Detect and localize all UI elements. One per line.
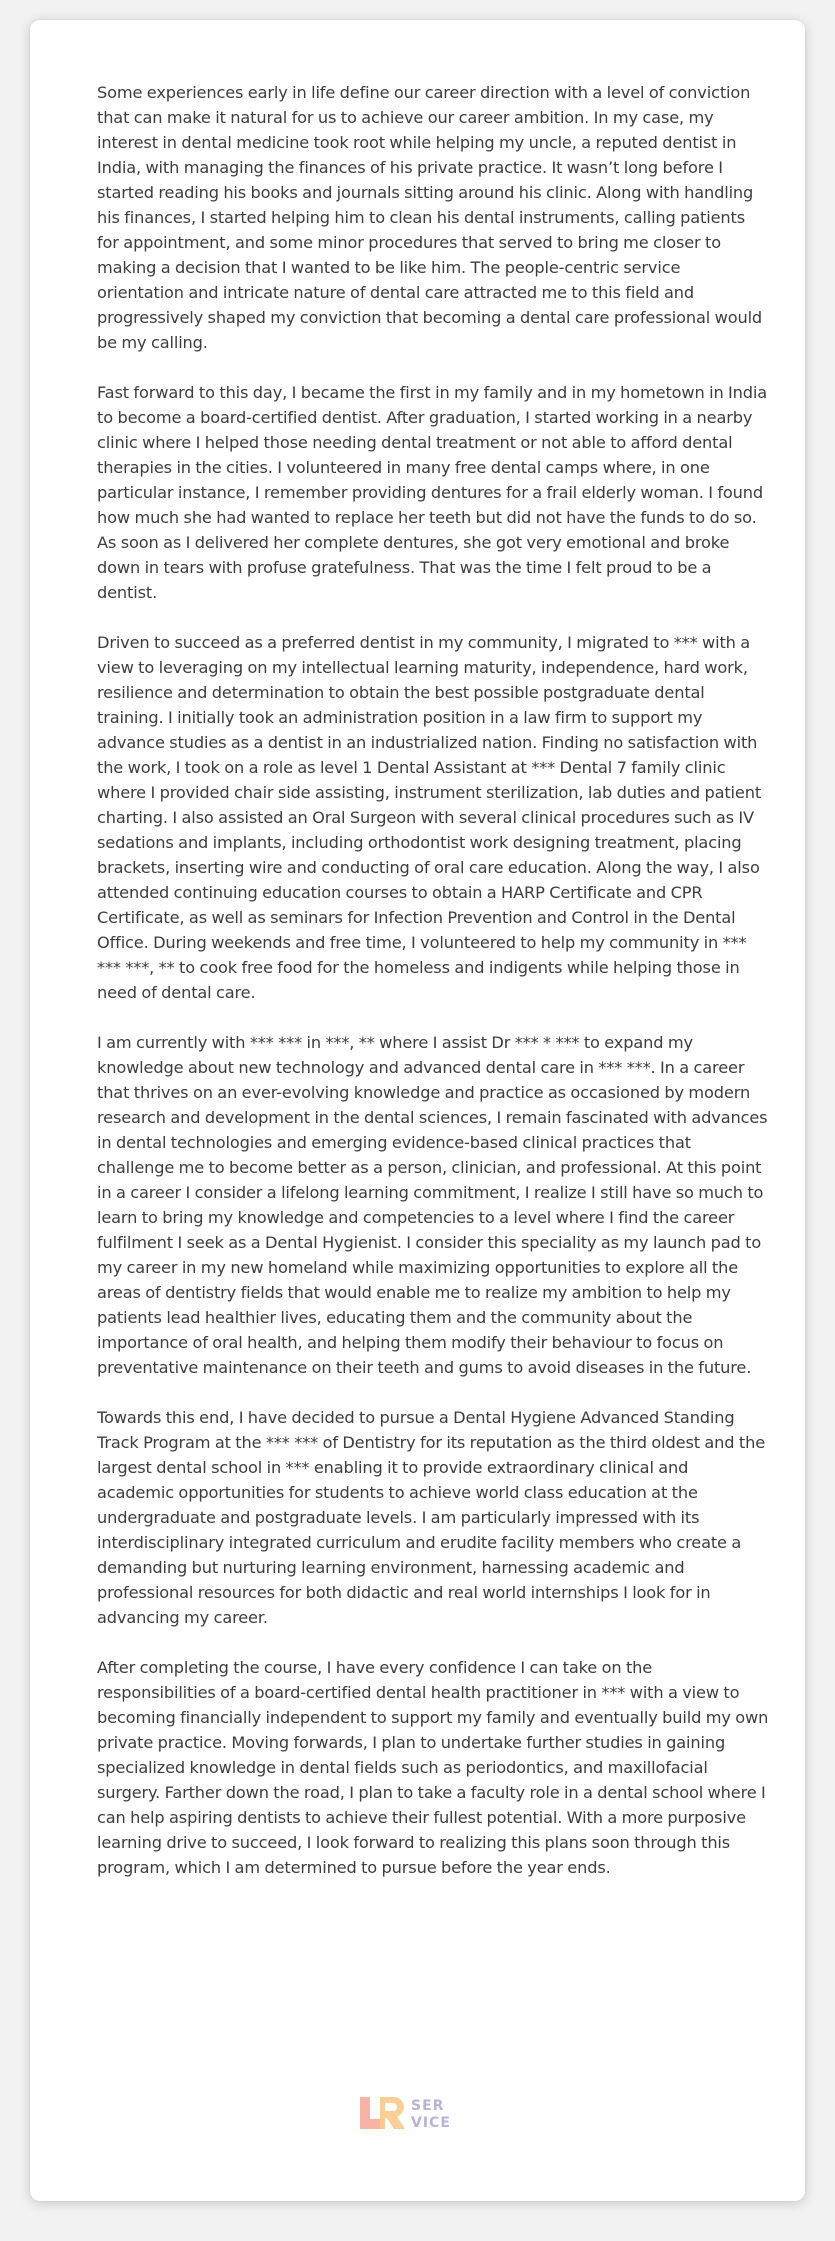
document-card xyxy=(30,20,805,2201)
logo-text-line1: SER xyxy=(411,2098,445,2114)
essay-paragraph: Towards this end, I have decided to pursue a Dental Hygiene Advanced Standing Track Program at the *** *** of Dentistry for its reputation as the third oldest and the largest dental school in *** enabling it to provide extraordinary clinical and academic opportunities for students to achieve world class education at the undergraduate and postgraduate levels. I am particularly impressed with its interdisciplinary integrated curriculum and erudite facility members who create a demanding but nurturing learning environment, harnessing academic and professional resources for both didactic and real world internships I look for in advancing my career. xyxy=(97,1408,766,1627)
essay-paragraph: Fast forward to this day, I became the first in my family and in my hometown in India to become a board-certified dentist. After graduation, I started working in a nearby clinic where I helped those needing dental treatment or not able to afford dental therapies in the cities. I volunteered in many free dental camps where, in one particular instance, I remember providing dentures for a frail elderly woman. I found how much she had wanted to replace her teeth but did not have the funds to do so. As soon as I delivered her complete dentures, she got very emotional and broke down in tears with profuse gratefulness. That was the time I felt proud to be a dentist. xyxy=(97,383,768,602)
essay-body xyxy=(97,80,769,1905)
essay-paragraph: Some experiences early in life define our career direction with a level of conviction that can make it natural for us to achieve our career ambition. In my case, my interest in dental medicine took root while helping my uncle, a reputed dentist in India, with managing the finances of his private practice. It wasn’t long before I started reading his books and journals sitting around his clinic. Along with handling his finances, I started helping him to clean his dental instruments, calling patients for appointment, and some minor procedures that served to bring me closer to making a decision that I wanted to be like him. The people-centric service orientation and intricate nature of dental care attracted me to this field and progressively shaped my conviction that becoming a dental care professional would be my calling. xyxy=(97,83,763,352)
service-logo xyxy=(358,2091,478,2135)
essay-paragraph: Driven to succeed as a preferred dentist in my community, I migrated to *** with a view to leveraging on my intellectual learning maturity, independence, hard work, resilience and determination to obtain the best possible postgraduate dental training. I initially took an administration position in a law firm to support my advance studies as a dentist in an industrialized nation. Finding no satisfaction with the work, I took on a role as level 1 Dental Assistant at *** Dental 7 family clinic where I provided chair side assisting, instrument sterilization, lab duties and patient charting. I also assisted an Oral Surgeon with several clinical procedures such as IV sedations and implants, including orthodontist work designing treatment, placing brackets, inserting wire and conducting of oral care education. Along the way, I also attended continuing education courses to obtain a HARP Certificate and CPR Certificate, as well as seminars for Infection Prevention and Control in the Dental Office. During weekends and free time, I volunteered to help my community in *** *** ***, ** to cook free food for the homeless and indigents while helping those in need of dental care. xyxy=(97,633,762,1002)
logo-text-line2: VICE xyxy=(411,2115,451,2131)
logo-r-mark xyxy=(380,2097,405,2129)
essay-paragraph: After completing the course, I have every confidence I can take on the responsibilities of a board-certified dental health practitioner in *** with a view to becoming financially independent to support my family and eventually build my own private practice. Moving forwards, I plan to undertake further studies in gaining specialized knowledge in dental fields such as periodontics, and maxillofacial surgery. Farther down the road, I plan to take a faculty role in a dental school where I can help aspiring dentists to achieve their fullest potential. With a more purposive learning drive to succeed, I look forward to realizing this plans soon through this program, which I am determined to pursue before the year ends. xyxy=(97,1658,769,1877)
essay-paragraph: I am currently with *** *** in ***, ** where I assist Dr *** * *** to expand my knowledge about new technology and advanced dental care in *** ***. In a career that thrives on an ever-evolving knowledge and practice as occasioned by modern research and development in the dental sciences, I remain fascinated with advances in dental technologies and emerging evidence-based clinical practices that challenge me to become better as a person, clinician, and professional. At this point in a career I consider a lifelong learning commitment, I realize I still have so much to learn to bring my knowledge and competencies to a level where I find the career fulfilment I seek as a Dental Hygienist. I consider this speciality as my launch pad to my career in my new homeland while maximizing opportunities to explore all the areas of dentistry fields that would enable me to realize my ambition to help my patients lead healthier lives, educating them and the community about the importance of oral health, and helping them modify their behaviour to focus on preventative maintenance on their teeth and gums to avoid diseases in the future. xyxy=(97,1033,768,1377)
